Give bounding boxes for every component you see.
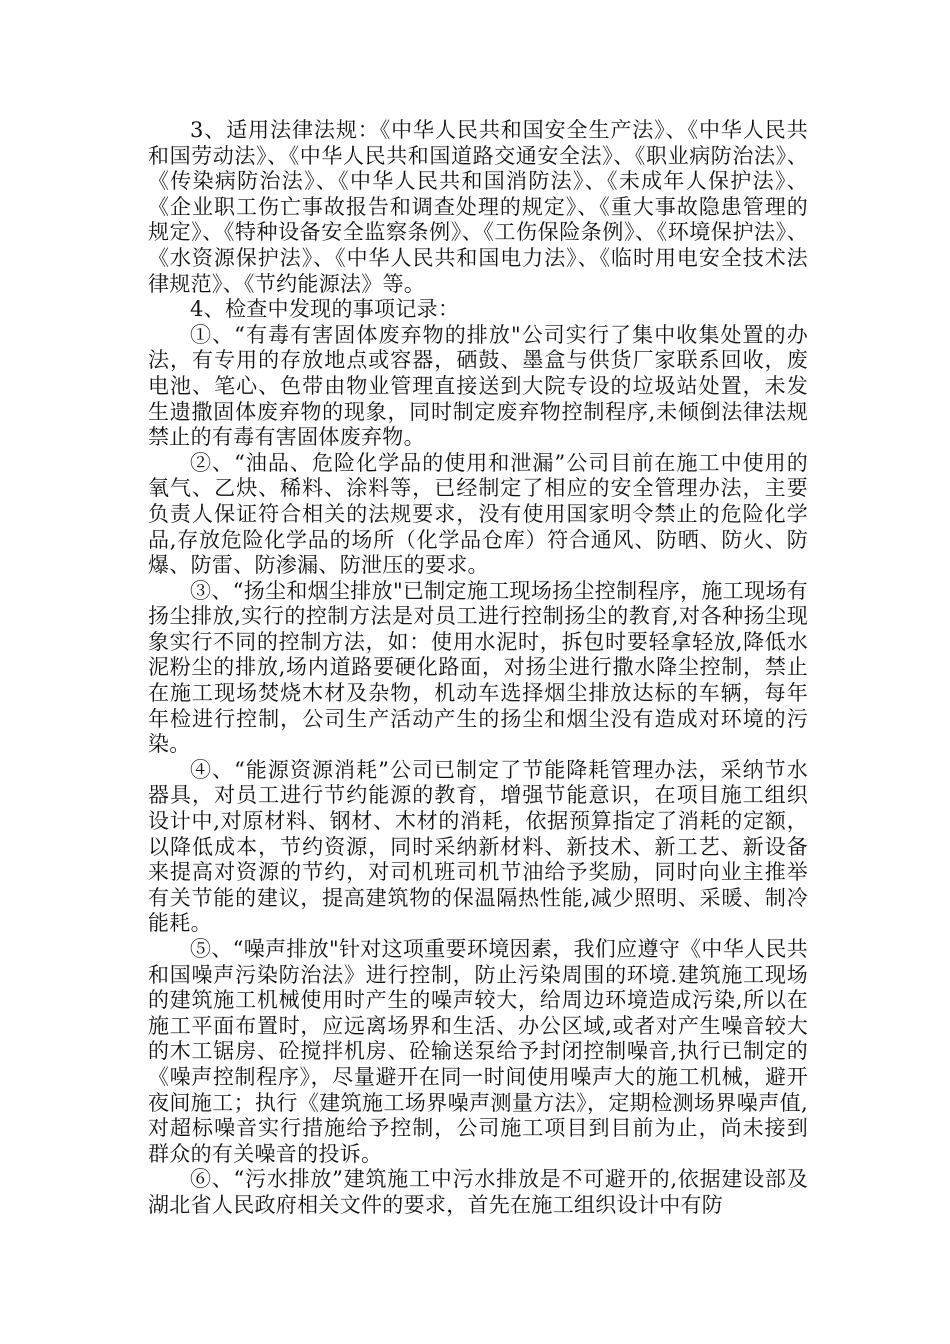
paragraph-wastewater: ⑥、“污水排放”建筑施工中污水排放是不可避开的,依据建设部及湖北省人民政府相关文件的要求，首先在施工组织设计中有防 bbox=[148, 1167, 808, 1217]
paragraph-noise-emission: ⑤、“噪声排放"针对这项重要环境因素，我们应遵守《中华人民共和国噪声污染防治法》进行控制，防止污染周围的环境.建筑施工现场的建筑施工机械使用时产生的噪声较大，给周边环境造成污染,所以在施工平面布置时，应远离场界和生活、办公区域,或者对产生噪音较大的木工锯房、砼搅拌机房、砼输送泵给予封闭控制噪音,执行已制定的《噪声控制程序》，尽量避开在同一时间使用噪声大的施工机械，避开夜间施工；执行《建筑施工场界噪声测量方法》，定期检测场界噪声值,对超标噪音实行措施给予控制，公司施工项目到目前为止，尚未接到群众的有关噪音的投诉。 bbox=[148, 937, 808, 1166]
document-body bbox=[148, 118, 808, 1219]
paragraph-solid-waste: ①、“有毒有害固体废弃物的排放"公司实行了集中收集处置的办法，有专用的存放地点或容器，硒鼓、墨盒与供货厂家联系回收，废电池、笔心、色带由物业管理直接送到大院专设的垃圾站处置，未发生遗撒固体废弃物的现象，同时制定废弃物控制程序,未倾倒法律法规禁止的有毒有害固体废弃物。 bbox=[148, 322, 808, 450]
paragraph-inspection-heading: 4、检查中发现的事项记录： bbox=[190, 297, 460, 322]
paragraph-applicable-laws: 3、适用法律法规：《中华人民共和国安全生产法》、《中华人民共和国劳动法》、《中华人民共和国道路交通安全法》、《职业病防治法》、《传染病防治法》、《中华人民共和国消防法》、《未成年人保护法》、《企业职工伤亡事故报告和调查处理的规定》、《重大事故隐患管理的规定》、《特种设备安全监察条例》、《工伤保险条例》、《环境保护法》、《水资源保护法》、《中华人民共和国电力法》、《临时用电安全技术法律规范》、《节约能源法》等。 bbox=[148, 118, 808, 296]
paragraph-dust-emission: ③、“扬尘和烟尘排放"已制定施工现场扬尘控制程序，施工现场有扬尘排放,实行的控制方法是对员工进行控制扬尘的教育,对各种扬尘现象实行不同的控制方法，如：使用水泥时，拆包时要轻拿轻放,降低水泥粉尘的排放,场内道路要硬化路面，对扬尘进行撒水降尘控制，禁止在施工现场焚烧木材及杂物，机动车选择烟尘排放达标的车辆，每年年检进行控制，公司生产活动产生的扬尘和烟尘没有造成对环境的污染。 bbox=[148, 578, 808, 757]
paragraph-energy-consumption: ④、“能源资源消耗”公司已制定了节能降耗管理办法，采纳节水器具，对员工进行节约能源的教育，增强节能意识，在项目施工组织设计中,对原材料、钢材、木材的消耗，依据预算指定了消耗的定额，以降低成本，节约资源，同时采纳新材料、新技术、新工艺、新设备来提高对资源的节约，对司机班司机节油给予奖励，同时向业主推举有关节能的建议，提高建筑物的保温隔热性能,减少照明、采暖、制冷能耗。 bbox=[148, 757, 808, 936]
paragraph-hazardous-chemicals: ②、“油品、危险化学品的使用和泄漏”公司目前在施工中使用的氧气、乙炔、稀料、涂料等，已经制定了相应的安全管理办法，主要负责人保证符合相关的法规要求，没有使用国家明令禁止的危险化学品,存放危险化学品的场所（化学品仓库）符合通风、防晒、防火、防爆、防雷、防渗漏、防泄压的要求。 bbox=[148, 450, 808, 578]
